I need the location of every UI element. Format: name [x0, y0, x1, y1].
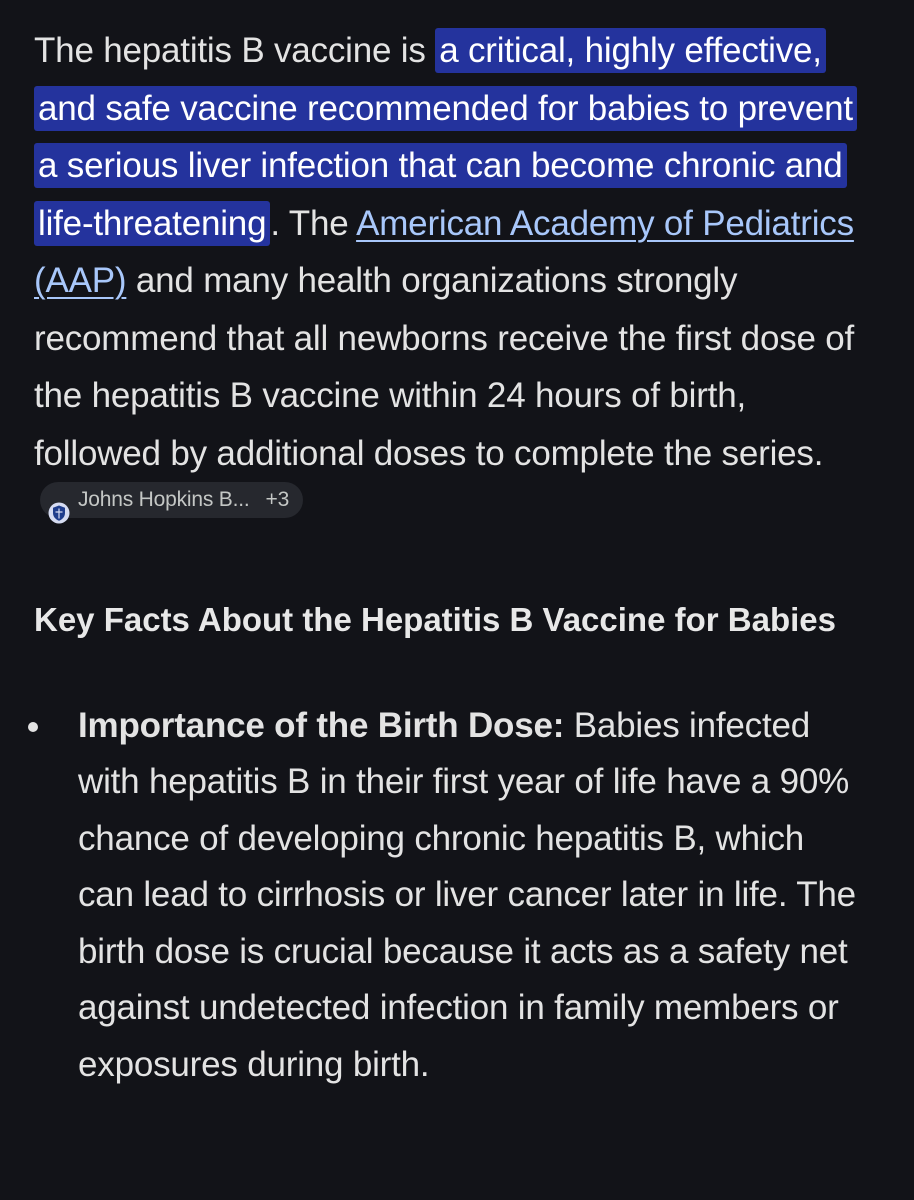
- intro-text-end: and many health organizations strongly recommend that all newborns receive the first dose of the hepatitis B vaccine within 24 hours of birth, followed by additional doses to complete the series.: [34, 261, 855, 473]
- bullet-icon: [28, 722, 38, 732]
- fact-text: Babies infected with hepatitis B in their first year of life have a 90% chance of developing chronic hepatitis B, which can lead to cirrhosis or liver cancer later in life. The birth dose is crucial because it acts as a safety net against undetected infection in family members or exposures during birth.: [78, 705, 856, 1084]
- section-heading: Key Facts About the Hepatitis B Vaccine for Babies: [34, 600, 836, 638]
- list-item: [34, 698, 864, 1094]
- shield-icon: [48, 489, 70, 511]
- aap-link[interactable]: American Academy of Pediatrics (AAP): [34, 203, 854, 300]
- source-chip[interactable]: [40, 482, 303, 518]
- highlighted-summary[interactable]: a critical, highly effective, and safe vaccine recommended for babies to prevent a serious liver infection that can become chronic and life-threatening: [34, 28, 857, 246]
- intro-text-start: The hepatitis B vaccine is: [34, 31, 436, 70]
- intro-text-middle: . The: [270, 203, 357, 243]
- source-chip-label: Johns Hopkins B...: [78, 488, 250, 512]
- intro-paragraph: [34, 22, 864, 546]
- facts-list: [34, 698, 864, 1094]
- response-content: [34, 22, 864, 1093]
- source-chip-count: +3: [265, 488, 290, 512]
- fact-term: Importance of the Birth Dose:: [78, 705, 565, 745]
